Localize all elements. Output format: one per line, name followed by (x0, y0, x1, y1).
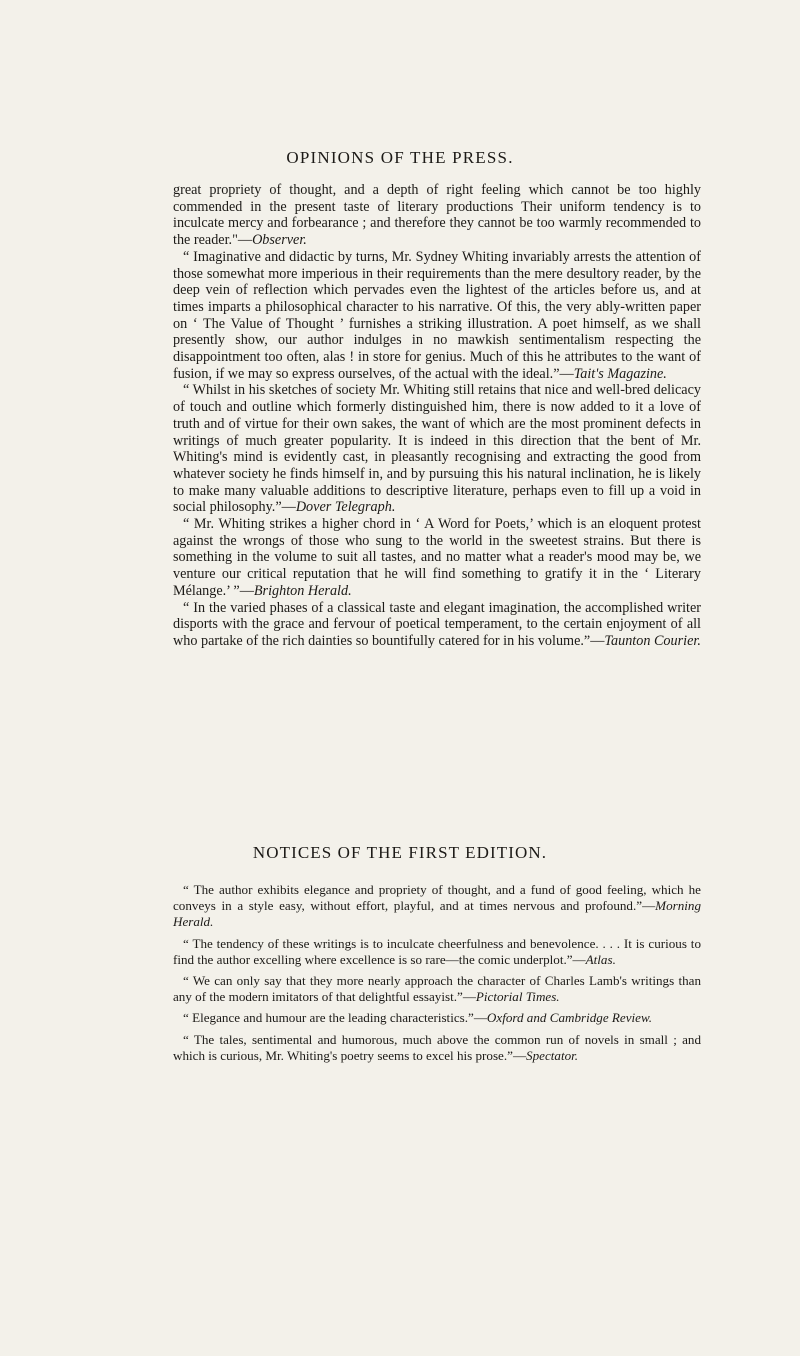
notice-paragraph (173, 1010, 701, 1026)
notice-source: Pictorial Times. (475, 989, 560, 1005)
notice-paragraph (173, 882, 701, 931)
notice-paragraph (173, 936, 701, 968)
notice-source: Oxford and Cambridge Review. (486, 1010, 653, 1026)
review-text: “ Whilst in his sketches of society Mr. Whiting still retains that nice and well-bred delicacy of touch and outline which formerly distinguished him, there is now added to it a love of truth and of virtue for their own sakes, the want of which are the most prominent defects in writings of much greater popularity. It is indeed in this direction that the bent of Mr. Whiting's mind is evidently cast, in pleasantly recognising and extracting the good from whatever society he finds himself in, and by pursuing this his natural inclination, he is likely to make many valuable additions to descriptive literature, perhaps even to fill up a void in social philosophy.”— (173, 382, 701, 516)
review-source: Observer. (252, 232, 307, 249)
first-edition-notices (173, 882, 701, 1069)
notice-paragraph (173, 1032, 701, 1064)
notice-text: “ The author exhibits elegance and propriety of thought, and a fund of good feeling, which he conveys in a style easy, without effort, playful, and at times nervous and profound.”— (173, 882, 701, 914)
review-text: great propriety of thought, and a depth of right feeling which cannot be too highly commended in the present taste of literary productions Their uniform tendency is to inculcate mercy and forbearance ; and therefore they cannot be too warmly recommended to the reader."— (173, 182, 701, 249)
review-paragraph (173, 600, 701, 650)
review-text: “ In the varied phases of a classical taste and elegant imagination, the accomplished writer disports with the grace and fervour of poetical temperament, to the certain enjoyment of all who partake of the rich dainties so bountifully catered for in his volume.”— (173, 599, 701, 649)
review-paragraph (173, 516, 701, 600)
review-paragraph (173, 382, 701, 516)
running-head: OPINIONS OF THE PRESS. (286, 148, 514, 167)
notice-source: Atlas. (585, 951, 616, 967)
review-source: Brighton Herald. (253, 582, 352, 599)
review-source: Dover Telegraph. (295, 499, 396, 516)
notice-paragraph (173, 973, 701, 1005)
press-opinions (173, 182, 701, 650)
review-source: Taunton Courier. (604, 632, 701, 649)
review-paragraph (173, 182, 701, 249)
notice-text: “ The tales, sentimental and humorous, much above the common run of novels in small ; and which is curious, Mr. Whiting's poetry seems to excel his prose.”— (173, 1031, 701, 1063)
notice-source: Spectator. (526, 1047, 579, 1063)
section-heading: NOTICES OF THE FIRST EDITION. (252, 843, 548, 862)
review-text: “ Mr. Whiting strikes a higher chord in ‘ A Word for Poets,’ which is an eloquent protest against the wrongs of those who sung to the world in the sweetest strains. But there is something in the volume to suit all tastes, and no matter what a reader's mood may be, we venture our critical reputation that he will find something to gratify it in the ‘ Literary Mélange.’ ”— (173, 516, 701, 599)
review-text: “ Imaginative and didactic by turns, Mr. Sydney Whiting invariably arrests the attention of those somewhat more imperious in their requirements than the mere desultory reader, by the deep vein of reflection which pervades even the lightest of the articles before us, and at times imparts a philosophical character to his narrative. Of this, the very ably-written paper on ‘ The Value of Thought ’ furnishes a striking illustration. A poet himself, as we shall presently show, our author indulges in no mawkish sentimentalism respecting the disappointment too often, alas ! in store for genius. Much of this he attributes to the want of fusion, if we may so express ourselves, of the actual with the ideal.”— (173, 248, 701, 382)
notice-text: “ Elegance and humour are the leading characteristics.”— (183, 1010, 487, 1026)
review-source: Tait's Magazine. (573, 365, 667, 382)
notice-text: “ The tendency of these writings is to inculcate cheerfulness and benevolence. . . . It is curious to find the author excelling where excellence is so rare—the comic underplot.”— (173, 935, 701, 967)
notice-source: Morning Herald. (173, 898, 701, 930)
review-paragraph (173, 249, 701, 383)
notice-text: “ We can only say that they more nearly approach the character of Charles Lamb's writings than any of the modern imitators of that delightful essayist.”— (173, 973, 701, 1005)
